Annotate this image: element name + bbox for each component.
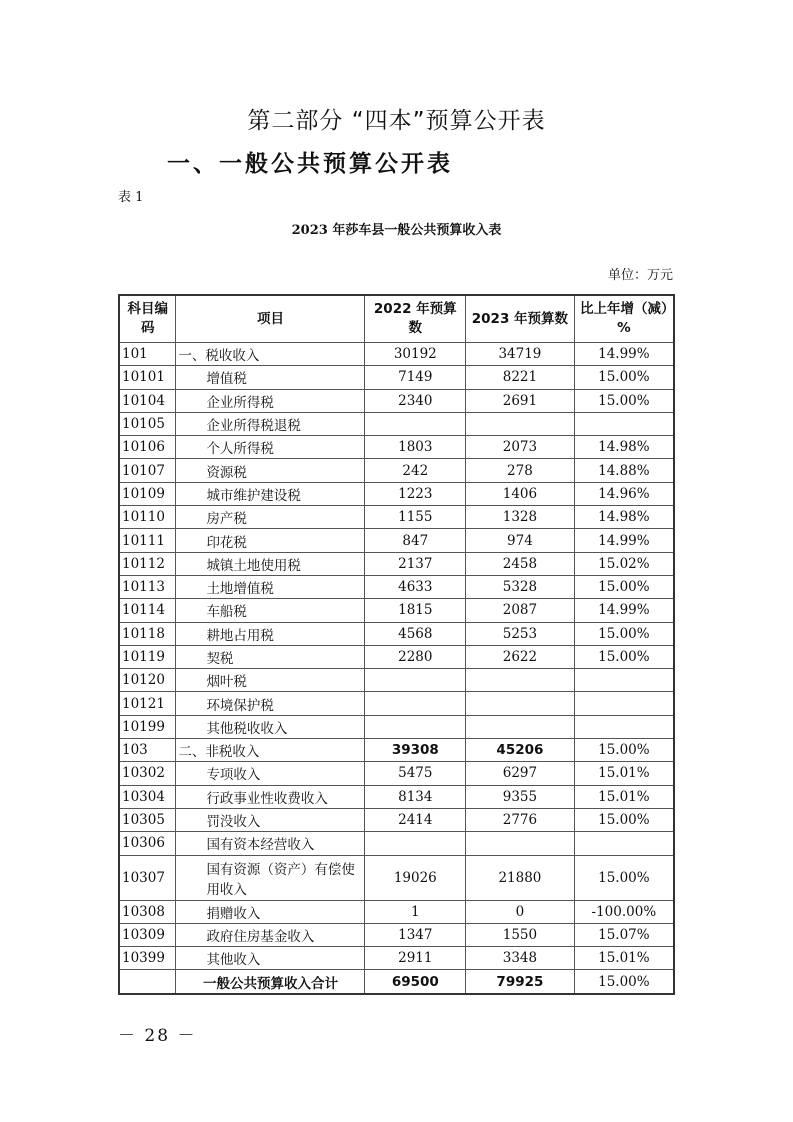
cell-2022-budget: 19026	[365, 855, 466, 900]
cell-code: 10302	[119, 762, 176, 785]
table-number: 表 1	[118, 190, 144, 205]
cell-item-name: 城镇土地使用税	[176, 552, 365, 575]
cell-2022-budget: 4633	[365, 575, 466, 598]
cell-change-pct: 14.98%	[574, 436, 674, 459]
cell-item-name: 捐赠收入	[176, 900, 365, 923]
cell-2023-budget: 1328	[466, 506, 575, 529]
cell-2023-budget: 45206	[466, 739, 575, 762]
cell-change-pct	[574, 692, 674, 715]
cell-2023-budget: 974	[466, 529, 575, 552]
table-row	[119, 669, 674, 692]
total-2023-budget: 79925	[466, 970, 575, 994]
cell-2022-budget	[365, 692, 466, 715]
part-title: 第二部分 “四本”预算公开表	[247, 108, 546, 134]
cell-item-name: 烟叶税	[176, 669, 365, 692]
table-row	[119, 552, 674, 575]
cell-change-pct	[574, 832, 674, 855]
cell-change-pct	[574, 412, 674, 435]
cell-change-pct: 15.01%	[574, 785, 674, 808]
cell-item-name: 房产税	[176, 506, 365, 529]
cell-2023-budget	[466, 715, 575, 738]
cell-change-pct: 15.00%	[574, 645, 674, 668]
cell-change-pct: 15.01%	[574, 947, 674, 970]
table-row	[119, 366, 674, 389]
table-row	[119, 715, 674, 738]
cell-2023-budget: 9355	[466, 785, 575, 808]
cell-2023-budget: 1406	[466, 482, 575, 505]
cell-2022-budget: 1803	[365, 436, 466, 459]
cell-2022-budget: 847	[365, 529, 466, 552]
cell-change-pct: 14.96%	[574, 482, 674, 505]
table-row	[119, 575, 674, 598]
cell-change-pct: 14.99%	[574, 529, 674, 552]
cell-2023-budget: 2622	[466, 645, 575, 668]
table-row	[119, 739, 674, 762]
cell-code: 10118	[119, 622, 176, 645]
cell-item-name: 企业所得税退税	[176, 412, 365, 435]
cell-2022-budget	[365, 832, 466, 855]
cell-code: 10109	[119, 482, 176, 505]
cell-code: 10399	[119, 947, 176, 970]
table-row	[119, 529, 674, 552]
cell-change-pct: 14.88%	[574, 459, 674, 482]
cell-item-name: 环境保护税	[176, 692, 365, 715]
cell-2023-budget	[466, 692, 575, 715]
cell-2022-budget: 39308	[365, 739, 466, 762]
cell-2022-budget: 1347	[365, 923, 466, 946]
cell-2023-budget: 2776	[466, 808, 575, 831]
cell-item-name: 一、税收收入	[176, 343, 365, 366]
unit-label: 单位：万元	[607, 268, 673, 283]
table-row	[119, 389, 674, 412]
cell-2023-budget: 2458	[466, 552, 575, 575]
cell-item-name: 政府住房基金收入	[176, 923, 365, 946]
cell-code: 10305	[119, 808, 176, 831]
cell-change-pct	[574, 715, 674, 738]
header-code: 科目编码	[119, 295, 176, 343]
cell-code: 10199	[119, 715, 176, 738]
cell-2022-budget	[365, 412, 466, 435]
table-row	[119, 436, 674, 459]
table-row	[119, 459, 674, 482]
cell-change-pct: 15.00%	[574, 739, 674, 762]
total-change-pct: 15.00%	[574, 970, 674, 994]
cell-item-name: 资源税	[176, 459, 365, 482]
cell-2022-budget: 2911	[365, 947, 466, 970]
cell-item-name: 二、非税收入	[176, 739, 365, 762]
cell-code: 10105	[119, 412, 176, 435]
cell-change-pct: 15.02%	[574, 552, 674, 575]
cell-2022-budget: 2137	[365, 552, 466, 575]
cell-item-name: 印花税	[176, 529, 365, 552]
table-row	[119, 808, 674, 831]
cell-code: 10112	[119, 552, 176, 575]
cell-item-name: 城市维护建设税	[176, 482, 365, 505]
cell-code: 10119	[119, 645, 176, 668]
table-row	[119, 900, 674, 923]
cell-code: 10101	[119, 366, 176, 389]
cell-change-pct: 15.00%	[574, 366, 674, 389]
cell-item-name: 专项收入	[176, 762, 365, 785]
cell-2023-budget: 8221	[466, 366, 575, 389]
table-row	[119, 599, 674, 622]
cell-change-pct: 14.98%	[574, 506, 674, 529]
cell-2023-budget: 34719	[466, 343, 575, 366]
table-header-row	[119, 295, 674, 343]
table-row	[119, 762, 674, 785]
cell-2023-budget: 21880	[466, 855, 575, 900]
cell-change-pct: 15.00%	[574, 622, 674, 645]
cell-2022-budget	[365, 669, 466, 692]
header-change-pct: 比上年增（减）%	[574, 295, 674, 343]
cell-2023-budget: 2087	[466, 599, 575, 622]
table-total-row	[119, 970, 674, 994]
table-row	[119, 506, 674, 529]
total-label: 一般公共预算收入合计	[176, 970, 365, 994]
cell-2023-budget: 5253	[466, 622, 575, 645]
cell-code: 10113	[119, 575, 176, 598]
cell-item-name: 其他税收收入	[176, 715, 365, 738]
cell-2022-budget: 1223	[365, 482, 466, 505]
cell-item-name: 耕地占用税	[176, 622, 365, 645]
cell-code: 103	[119, 739, 176, 762]
table-row	[119, 947, 674, 970]
total-code	[119, 970, 176, 994]
header-2022-budget: 2022 年预算数	[365, 295, 466, 343]
cell-code: 101	[119, 343, 176, 366]
table-row	[119, 343, 674, 366]
cell-item-name: 罚没收入	[176, 808, 365, 831]
cell-2022-budget: 30192	[365, 343, 466, 366]
cell-2023-budget: 278	[466, 459, 575, 482]
cell-code: 10309	[119, 923, 176, 946]
cell-change-pct: 15.01%	[574, 762, 674, 785]
cell-2022-budget: 1	[365, 900, 466, 923]
cell-change-pct: 14.99%	[574, 343, 674, 366]
cell-item-name: 企业所得税	[176, 389, 365, 412]
cell-code: 10304	[119, 785, 176, 808]
cell-2023-budget: 2691	[466, 389, 575, 412]
cell-item-name: 其他收入	[176, 947, 365, 970]
cell-item-name: 土地增值税	[176, 575, 365, 598]
cell-change-pct: -100.00%	[574, 900, 674, 923]
cell-change-pct: 15.00%	[574, 808, 674, 831]
table-row	[119, 855, 674, 900]
table-row	[119, 832, 674, 855]
cell-code: 10107	[119, 459, 176, 482]
cell-2023-budget: 1550	[466, 923, 575, 946]
table-row	[119, 482, 674, 505]
table-row	[119, 645, 674, 668]
total-2022-budget: 69500	[365, 970, 466, 994]
cell-item-name: 车船税	[176, 599, 365, 622]
cell-item-name: 增值税	[176, 366, 365, 389]
header-item: 项目	[176, 295, 365, 343]
cell-2022-budget	[365, 715, 466, 738]
cell-change-pct: 15.00%	[574, 575, 674, 598]
cell-2022-budget: 242	[365, 459, 466, 482]
cell-code: 10111	[119, 529, 176, 552]
header-2023-budget: 2023 年预算数	[466, 295, 575, 343]
cell-code: 10307	[119, 855, 176, 900]
cell-code: 10120	[119, 669, 176, 692]
cell-change-pct	[574, 669, 674, 692]
cell-code: 10114	[119, 599, 176, 622]
section-title: 一、一般公共预算公开表	[167, 151, 453, 177]
cell-2022-budget: 4568	[365, 622, 466, 645]
cell-code: 10121	[119, 692, 176, 715]
cell-code: 10110	[119, 506, 176, 529]
cell-change-pct: 15.00%	[574, 855, 674, 900]
table-row	[119, 692, 674, 715]
budget-revenue-table	[118, 294, 675, 995]
table-row	[119, 923, 674, 946]
cell-2023-budget	[466, 669, 575, 692]
cell-2022-budget: 2340	[365, 389, 466, 412]
cell-change-pct: 14.99%	[574, 599, 674, 622]
page-number: － 28 －	[118, 1026, 197, 1046]
cell-2022-budget: 7149	[365, 366, 466, 389]
cell-2022-budget: 2280	[365, 645, 466, 668]
cell-2022-budget: 2414	[365, 808, 466, 831]
cell-change-pct: 15.07%	[574, 923, 674, 946]
cell-item-name: 行政事业性收费收入	[176, 785, 365, 808]
table-row	[119, 412, 674, 435]
cell-2023-budget	[466, 412, 575, 435]
cell-2023-budget: 2073	[466, 436, 575, 459]
cell-item-name: 个人所得税	[176, 436, 365, 459]
table-row	[119, 785, 674, 808]
cell-2022-budget: 1155	[365, 506, 466, 529]
cell-2022-budget: 1815	[365, 599, 466, 622]
cell-2023-budget	[466, 832, 575, 855]
cell-code: 10308	[119, 900, 176, 923]
cell-change-pct: 15.00%	[574, 389, 674, 412]
cell-2023-budget: 0	[466, 900, 575, 923]
table-title: 2023 年莎车县一般公共预算收入表	[291, 223, 502, 238]
cell-2023-budget: 6297	[466, 762, 575, 785]
cell-code: 10104	[119, 389, 176, 412]
cell-code: 10306	[119, 832, 176, 855]
table-row	[119, 622, 674, 645]
cell-2022-budget: 8134	[365, 785, 466, 808]
cell-2023-budget: 5328	[466, 575, 575, 598]
cell-item-name: 国有资本经营收入	[176, 832, 365, 855]
cell-2022-budget: 5475	[365, 762, 466, 785]
cell-item-name: 国有资源（资产）有偿使用收入	[176, 855, 365, 900]
cell-2023-budget: 3348	[466, 947, 575, 970]
cell-item-name: 契税	[176, 645, 365, 668]
cell-code: 10106	[119, 436, 176, 459]
